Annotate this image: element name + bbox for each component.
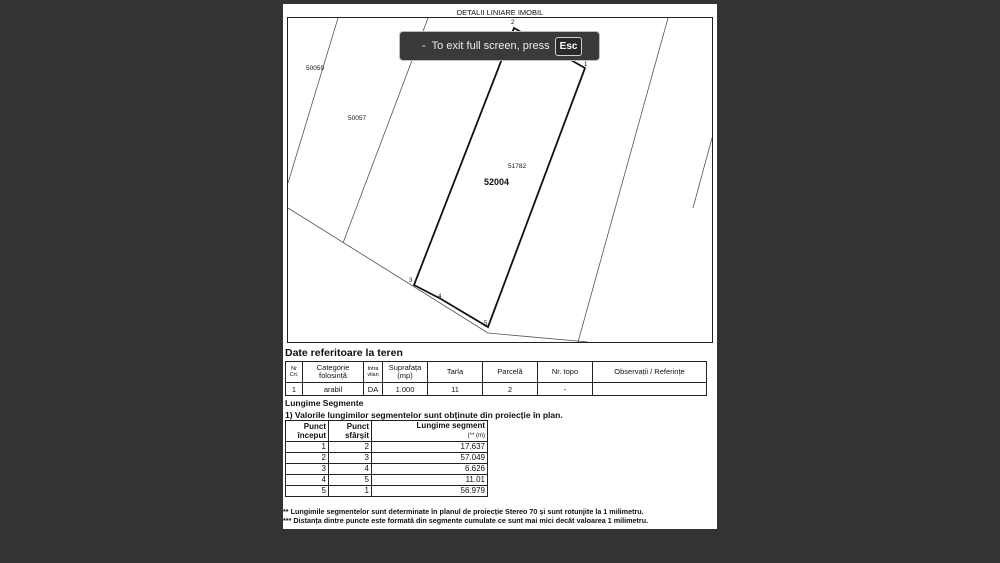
table-row: [286, 383, 707, 396]
table-header: Nr Crt.: [286, 362, 303, 383]
esc-key-button[interactable]: Esc: [555, 37, 583, 56]
unit-header: (** (m): [467, 433, 485, 439]
table-cell: 4: [286, 475, 329, 486]
table-cell: 57.049: [372, 453, 488, 464]
document-page: [283, 4, 717, 529]
table-row: [286, 475, 488, 486]
table-cell: 11: [428, 383, 483, 396]
cadastral-plan: [287, 17, 713, 343]
segments-subtitle: 1) Valorile lungimilor segmentelor sunt obținute din proiecție în plan.: [285, 410, 563, 420]
table-cell: 56.979: [372, 486, 488, 497]
parcel-label: 50057: [348, 115, 367, 122]
table-cell: 1.000: [383, 383, 428, 396]
point-label: 5: [484, 321, 488, 327]
table-header: Punct început: [286, 421, 329, 442]
table-cell: [593, 383, 707, 396]
main-parcel-label: 52004: [484, 177, 510, 187]
table-header: Punct sfârșit: [329, 421, 372, 442]
length-header: Lungime segment: [416, 421, 485, 430]
toast-dash: -: [422, 40, 426, 52]
table-row: [286, 453, 488, 464]
table-cell: -: [538, 383, 593, 396]
table-cell: 11.01: [372, 475, 488, 486]
table-cell: 2: [286, 453, 329, 464]
table-header: [372, 421, 488, 442]
table-header: Nr. topo: [538, 362, 593, 383]
point-label: 3: [409, 278, 413, 284]
table-cell: DA: [364, 383, 383, 396]
table-header: Categorie folosință: [303, 362, 364, 383]
table-header: Intra vilan: [364, 362, 383, 383]
toast-message: To exit full screen, press: [431, 40, 550, 52]
table-header: Parcelă: [483, 362, 538, 383]
table-header: Suprafața (mp): [383, 362, 428, 383]
table-cell: 5: [286, 486, 329, 497]
table-cell: 1: [286, 442, 329, 453]
teren-table: [285, 361, 707, 396]
table-cell: 3: [286, 464, 329, 475]
table-row: [286, 442, 488, 453]
table-cell: 17.637: [372, 442, 488, 453]
segments-title: Lungime Segmente: [285, 398, 364, 408]
footnote: *** Distanța dintre puncte este formată din segmente cumulate ce sunt mai mici decât valoarea 1 milimetru.: [283, 516, 649, 525]
table-cell: 1: [286, 383, 303, 396]
table-cell: 2: [483, 383, 538, 396]
point-label: 1: [584, 62, 588, 68]
point-label: 2: [511, 20, 515, 26]
parcel-label: 51782: [508, 163, 527, 170]
table-cell: 4: [329, 464, 372, 475]
table-header: Tarla: [428, 362, 483, 383]
section-title: Date referitoare la teren: [285, 347, 403, 359]
table-cell: arabil: [303, 383, 364, 396]
table-cell: 1: [329, 486, 372, 497]
table-cell: 2: [329, 442, 372, 453]
table-row: [286, 486, 488, 497]
table-cell: 3: [329, 453, 372, 464]
table-row: [286, 464, 488, 475]
table-cell: 5: [329, 475, 372, 486]
segments-table: [285, 420, 488, 497]
table-cell: 6.626: [372, 464, 488, 475]
fullscreen-exit-toast: [399, 31, 600, 61]
document-header: DETALII LINIARE IMOBIL: [456, 8, 544, 17]
table-header: Observații / Referințe: [593, 362, 707, 383]
parcel-label: 50059: [306, 65, 325, 72]
footnote: ** Lungimile segmentelor sunt determinate în planul de proiecție Stereo 70 și sunt rotunjite la 1 milimetru.: [283, 507, 644, 516]
point-label: 4: [438, 294, 442, 300]
